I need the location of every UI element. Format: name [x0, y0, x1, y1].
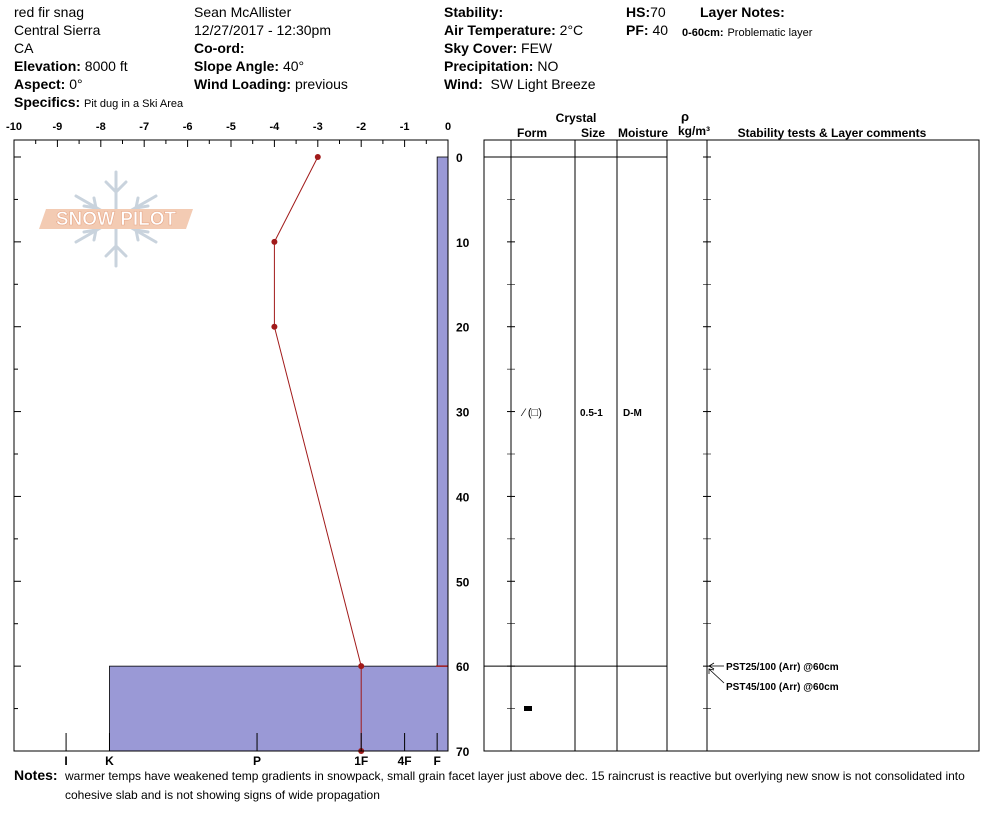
depth-axis: [456, 151, 470, 759]
depth-tick-label: 30: [456, 405, 470, 420]
wind-value: SW Light Breeze: [490, 76, 596, 92]
elevation-label: Elevation:: [14, 58, 81, 74]
depth-tick-label: 0: [456, 151, 463, 165]
pf-value: 40: [652, 22, 669, 38]
wind-label: Wind:: [444, 76, 483, 92]
layer-form-symbol: ⁄ (□): [523, 407, 542, 419]
pf-label: PF:: [626, 22, 649, 38]
wind-loading-label: Wind Loading:: [194, 76, 292, 92]
stability-arrow-icon: [709, 663, 724, 683]
location-name: red fir snag: [14, 4, 85, 20]
hardness-bar: [109, 666, 448, 751]
slope-label: Slope Angle:: [194, 58, 280, 74]
depth-tick-label: 50: [456, 575, 470, 590]
table-frame: [484, 140, 979, 751]
depth-tick-label: 60: [456, 660, 470, 675]
temperature-axis: [6, 121, 451, 147]
stability-test-1: PST25/100 (Arr) @60cm: [726, 662, 839, 673]
temperature-point: [358, 663, 364, 669]
layer-note-range: 0-60cm:: [682, 27, 724, 39]
hardness-tick-label: 1F: [354, 754, 369, 768]
snow-pilot-logo: [39, 209, 193, 230]
hs-label: HS:: [626, 4, 651, 20]
temperature-tick-label: -6: [182, 121, 193, 133]
layer-moisture: D-M: [623, 408, 642, 419]
elevation-value: 8000 ft: [84, 58, 128, 74]
layer-form-square-icon: [524, 706, 532, 711]
hardness-tick-label: I: [64, 754, 68, 768]
table-depth-ticks: [507, 157, 711, 751]
hardness-tick-label: K: [105, 754, 114, 768]
notes-label: Notes:: [14, 767, 58, 783]
hardness-bars: [109, 157, 448, 751]
aspect-label: Aspect:: [14, 76, 66, 92]
temperature-point: [271, 239, 277, 245]
sky-label: Sky Cover:: [444, 40, 518, 56]
layer-size: 0.5-1: [580, 408, 603, 419]
specifics-value: Pit dug in a Ski Area: [84, 98, 184, 110]
temperature-point: [271, 324, 277, 330]
col-crystal: Crystal: [555, 111, 597, 125]
depth-tick-label: 20: [456, 320, 470, 335]
layer-table: [484, 109, 979, 751]
depth-tick-label: 70: [456, 745, 470, 759]
hs-value: 70: [650, 4, 666, 20]
precip-value: NO: [537, 58, 559, 74]
depth-tick-label: 10: [456, 235, 470, 250]
depth-minor-ticks: [14, 157, 21, 751]
wind-loading-value: previous: [294, 76, 348, 92]
temperature-markers: [271, 154, 448, 754]
precip-label: Precipitation:: [444, 58, 534, 74]
state: CA: [14, 40, 34, 56]
coord-label: Co-ord:: [194, 40, 245, 56]
stability-label: Stability:: [444, 4, 504, 20]
specifics-label: Specifics:: [14, 94, 81, 110]
hardness-bar: [437, 157, 448, 666]
temperature-tick-label: -9: [52, 121, 63, 133]
temperature-line: [274, 157, 361, 751]
hardness-tick-label: 4F: [397, 754, 412, 768]
notes-text: warmer temps have weakened temp gradients in snowpack, small grain facet layer just above dec. 15 raincrust is reactive but overlying new snow is not consolidated into cohesive slab and is not showing signs of wide propagation: [65, 769, 965, 802]
stability-test-2: PST45/100 (Arr) @60cm: [726, 682, 839, 693]
datetime: 12/27/2017 - 12:30pm: [194, 22, 331, 38]
hardness-tick-label: F: [433, 754, 441, 768]
temperature-tick-label: 0: [444, 121, 452, 133]
mountain-range: Central Sierra: [14, 22, 101, 38]
temperature-tick-label: -10: [6, 121, 22, 133]
col-moisture: Moisture: [617, 126, 669, 140]
layer-notes-label: Layer Notes:: [700, 4, 785, 20]
col-stability: Stability tests & Layer comments: [737, 126, 927, 140]
temperature-tick-label: -7: [139, 121, 150, 133]
temperature-tick-label: -1: [399, 121, 410, 133]
col-density-unit: kg/m³: [677, 124, 711, 138]
col-rho: ρ: [680, 109, 690, 124]
col-size: Size: [580, 126, 606, 140]
col-form: Form: [517, 126, 547, 140]
hardness-tick-label: P: [253, 754, 262, 768]
temperature-tick-label: -3: [312, 121, 323, 133]
air-temp-value: 2°C: [559, 22, 584, 38]
slope-value: 40°: [282, 58, 305, 74]
temperature-tick-label: -8: [95, 121, 106, 133]
temperature-tick-label: -4: [269, 121, 280, 133]
layer-note-text: Problematic layer: [727, 27, 813, 39]
air-temp-label: Air Temperature:: [444, 22, 556, 38]
left-chart-frame: [14, 140, 448, 751]
temperature-tick-label: -5: [226, 121, 236, 133]
sky-value: FEW: [521, 40, 553, 56]
temperature-tick-label: -2: [356, 121, 367, 133]
observer: Sean McAllister: [194, 4, 292, 20]
aspect-value: 0°: [69, 76, 83, 92]
logo-text: SNOW PILOT: [55, 209, 177, 230]
temperature-point: [315, 154, 321, 160]
depth-tick-label: 40: [456, 490, 470, 505]
